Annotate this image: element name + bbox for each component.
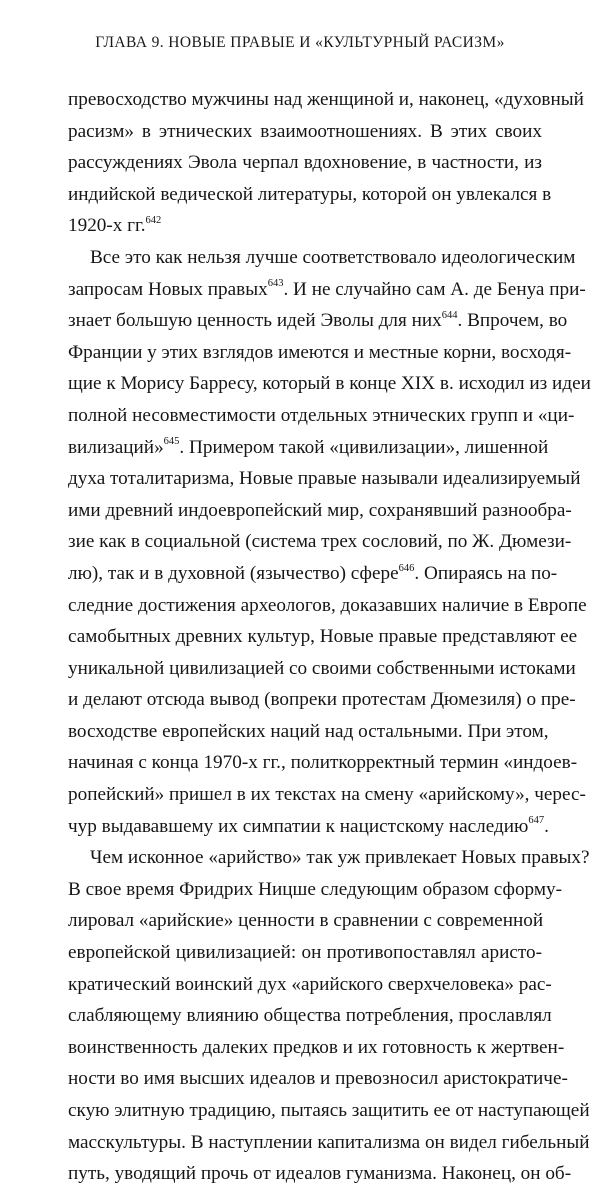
text-line: восходстве европейских наций над остальными. При этом,: [68, 720, 549, 742]
text-line: [68, 210, 542, 242]
text-line: В свое время Фридрих Ницше следующим образом сформу-: [68, 878, 562, 900]
text-line: рассуждениях Эвола черпал вдохновение, в частности, из: [68, 152, 542, 174]
text-line: уникальной цивилизацией со своими собственными истоками: [68, 657, 576, 679]
footnote-ref-643: 643: [267, 278, 284, 290]
text-line: лировал «арийские» ценности в сравнении с современной: [68, 910, 544, 932]
paragraph-3: [68, 842, 590, 1190]
text-line: воинственность далеких предков и их готовность к жертвен-: [68, 1036, 565, 1058]
text-line: ности во имя высших идеалов и превозносил аристократиче-: [68, 1068, 568, 1090]
text-fragment: 1920-х гг.: [68, 215, 146, 237]
text-fragment: . Впрочем, во: [457, 310, 568, 332]
text-fragment: вилизаций»: [68, 436, 164, 458]
text-line: и делают отсюда вывод (вопреки протестам Дюмезиля) о пре-: [68, 689, 576, 711]
text-fragment: лю), так и в духовной (язычество) сфере: [68, 562, 399, 584]
text-line: ими древний индоевропейский мир, сохранявший разнообра-: [68, 499, 572, 521]
text-line: [68, 432, 549, 464]
text-line: путь, уводящий прочь от идеалов гуманизма. Наконец, он об-: [68, 1163, 572, 1185]
text-line: ропейский» пришел в их текстах на смену «арийскому», черес-: [68, 784, 586, 806]
text-line: кратический воинский дух «арийского сверхчеловека» рас-: [68, 973, 552, 995]
text-line: [68, 811, 549, 843]
text-fragment: .: [544, 815, 549, 837]
footnote-ref-646: 646: [398, 562, 415, 574]
text-line: духа тоталитаризма, Новые правые называли идеализируемый: [68, 468, 581, 490]
text-line: [68, 274, 586, 306]
paragraph-2: [68, 242, 591, 842]
text-fragment: . Опираясь на по-: [414, 562, 558, 584]
text-line: слабляющему влиянию общества потребления, прославлял: [68, 1005, 552, 1027]
paragraph-1: [68, 84, 584, 242]
text-fragment: . Примером такой «цивилизации», лишенной: [179, 436, 549, 458]
text-line: полной несовместимости отдельных этнических групп и «ци-: [68, 404, 575, 426]
text-fragment: запросам Новых правых: [68, 278, 268, 300]
footnote-ref-647: 647: [528, 815, 545, 827]
text-line: [68, 305, 568, 337]
footnote-ref-642: 642: [145, 214, 162, 226]
text-fragment: знает большую ценность идей Эволы для них: [68, 310, 442, 332]
text-line: [68, 558, 558, 590]
text-fragment: . И не случайно сам А. де Бенуа при-: [283, 278, 586, 300]
text-line: зие как в социальной (система трех сословий, по Ж. Дюмези-: [68, 531, 572, 553]
text-line: масскультуры. В наступлении капитализма он видел гибельный: [68, 1131, 590, 1153]
text-line: щие к Морису Барресу, который в конце XIX в. исходил из идеи: [68, 373, 591, 395]
text-line: превосходство мужчины над женщиной и, наконец, «духовный: [68, 89, 584, 110]
text-fragment: чур выдававшему их симпатии к нацистскому наследию: [68, 815, 529, 837]
text-line: самобытных древних культур, Новые правые представляют ее: [68, 626, 578, 648]
text-line: начиная с конца 1970-х гг., политкорректный термин «индоев-: [68, 752, 578, 774]
text-line: следние достижения археологов, доказавших наличие в Европе: [68, 594, 587, 616]
text-line: расизм» в этнических взаимоотношениях. В этих своих: [68, 120, 542, 142]
text-line: индийской ведической литературы, которой он увлекался в: [68, 183, 552, 205]
text-line: Чем исконное «арийство» так уж привлекает Новых правых?: [90, 847, 590, 869]
text-line: Франции у этих взглядов имеются и местные корни, восходя-: [68, 341, 572, 363]
text-line: европейской цивилизацией: он противопоставлял аристо-: [68, 942, 542, 964]
text-line: Все это как нельзя лучше соответствовало идеологическим: [90, 246, 576, 268]
footnote-ref-644: 644: [441, 309, 458, 321]
running-head: ГЛАВА 9. НОВЫЕ ПРАВЫЕ И «КУЛЬТУРНЫЙ РАСИЗМ»: [95, 34, 505, 51]
text-line: скую элитную традицию, пытаясь защитить ее от наступающей: [68, 1100, 590, 1121]
body-text: [68, 84, 591, 1190]
footnote-ref-645: 645: [163, 436, 180, 448]
